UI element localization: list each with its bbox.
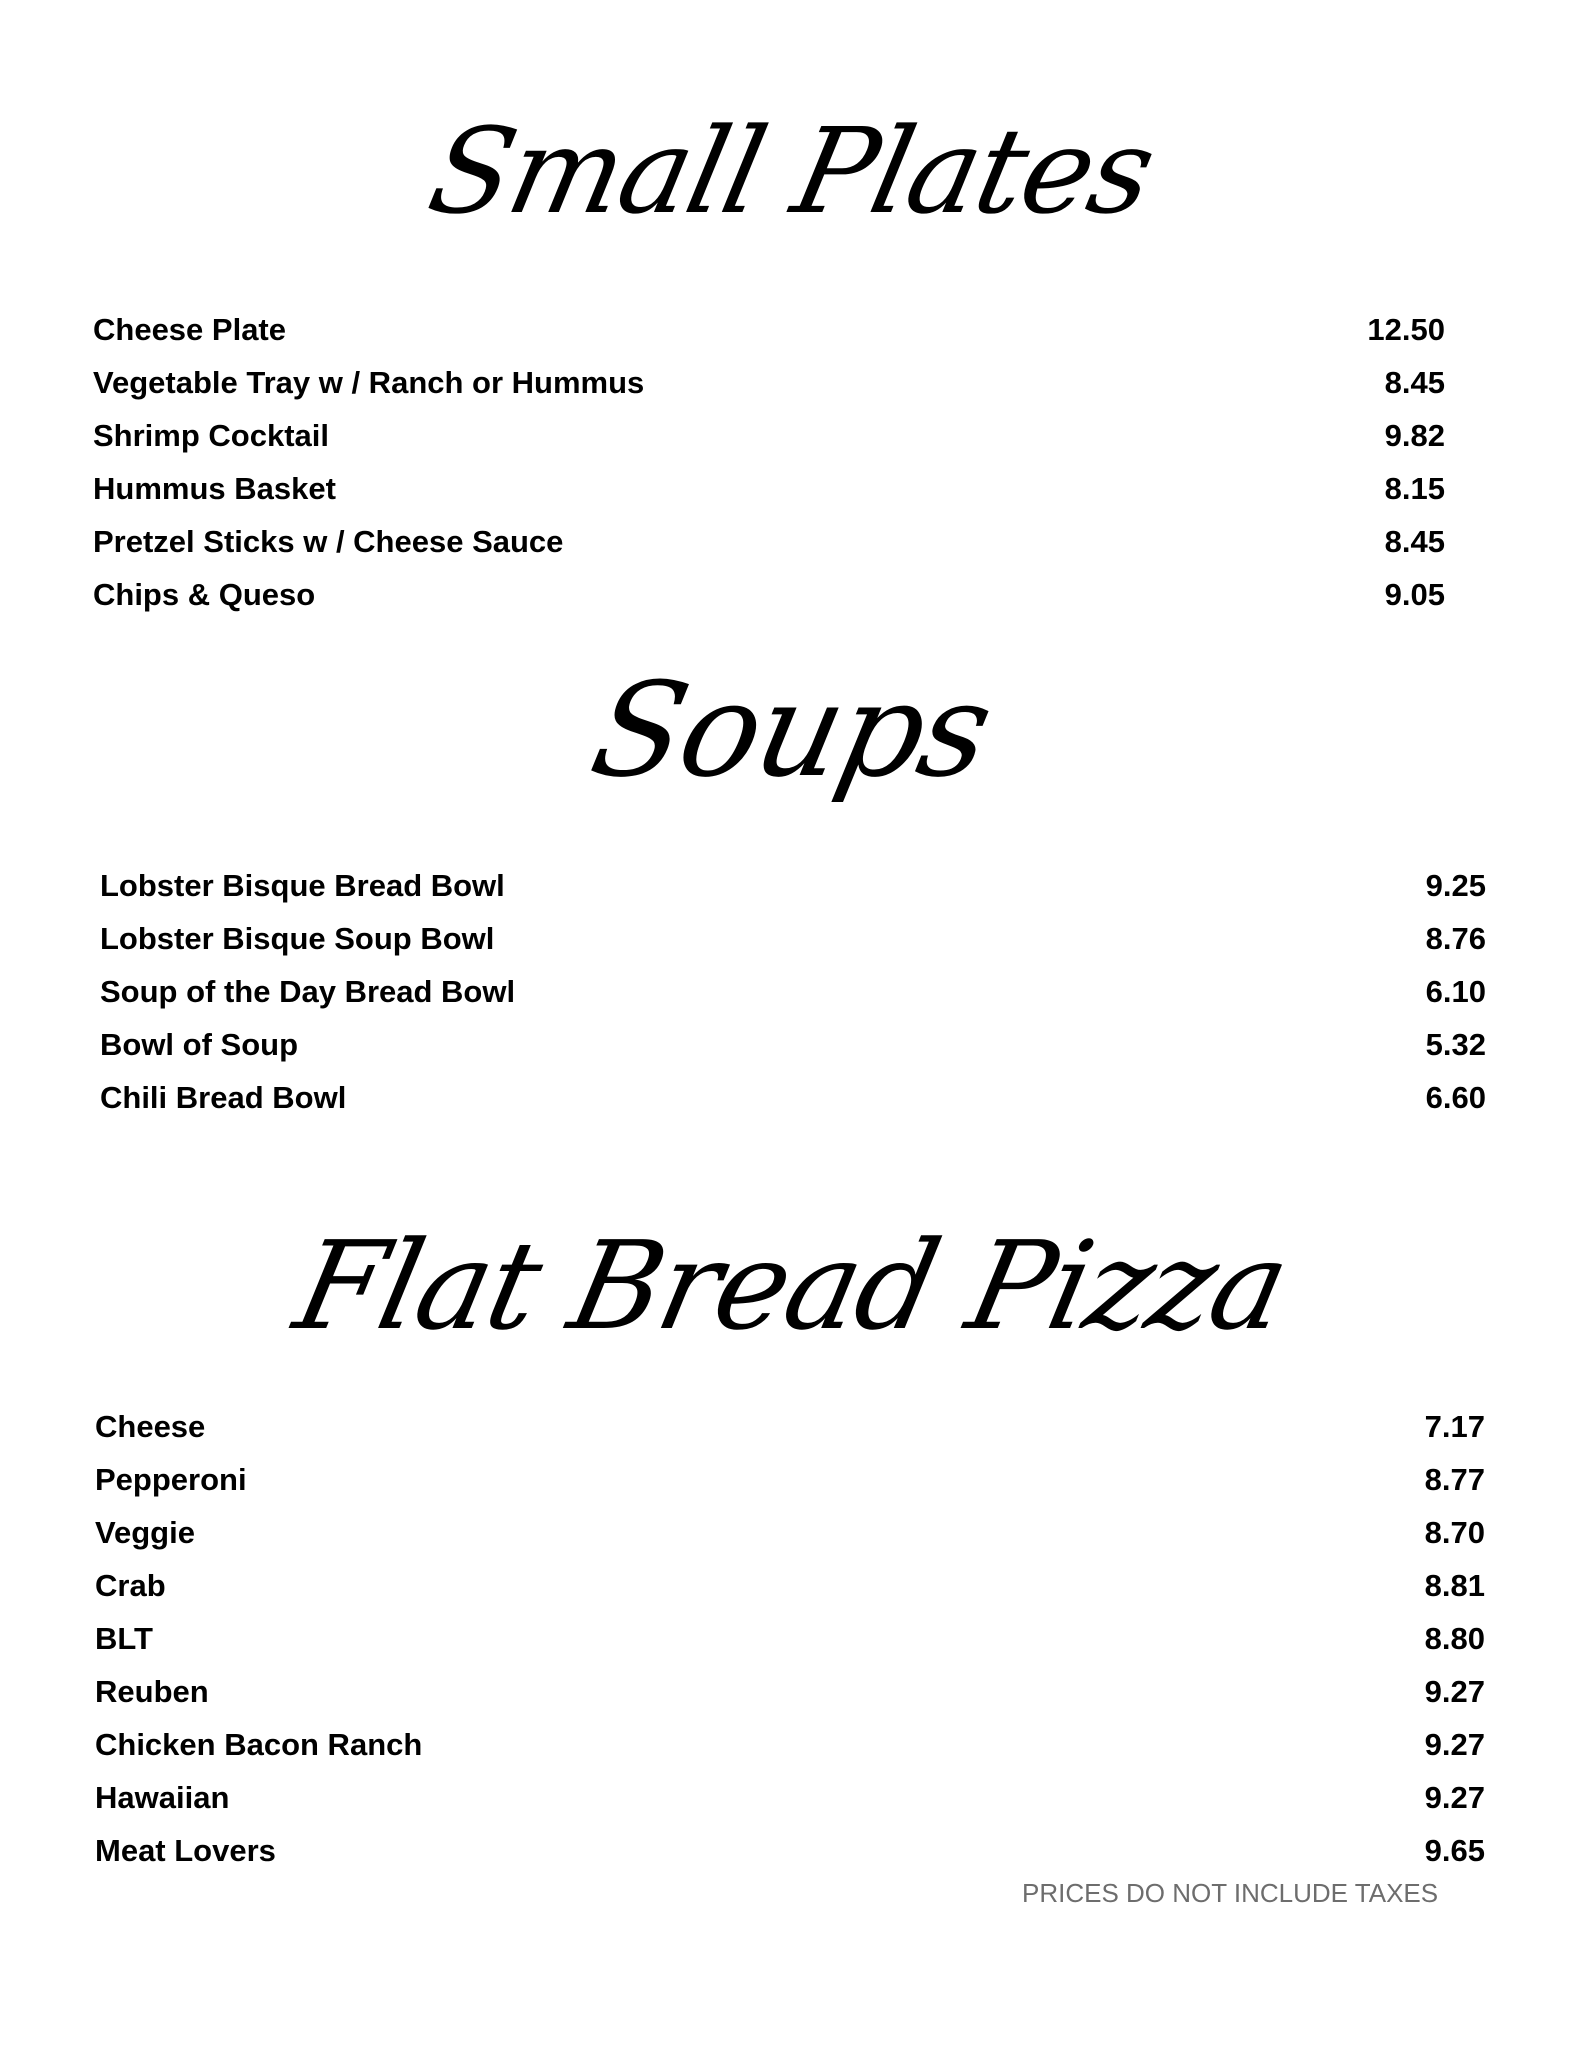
menu-item	[100, 912, 1486, 965]
item-price: 8.45	[1384, 365, 1445, 400]
item-price: 9.27	[1424, 1674, 1485, 1709]
item-name: Chips & Queso	[93, 577, 316, 612]
menu-item	[95, 1718, 1485, 1771]
item-price: 9.25	[1425, 868, 1486, 903]
item-name: Reuben	[95, 1674, 209, 1709]
item-name: Veggie	[95, 1515, 195, 1550]
item-price: 9.82	[1384, 418, 1445, 453]
menu-item	[95, 1824, 1485, 1877]
item-price: 5.32	[1425, 1027, 1486, 1062]
item-name: Chicken Bacon Ranch	[95, 1727, 423, 1762]
item-name: Shrimp Cocktail	[93, 418, 329, 453]
menu-item	[95, 1400, 1485, 1453]
item-name: Lobster Bisque Soup Bowl	[100, 921, 495, 956]
menu-item	[93, 303, 1445, 356]
section-title-soups: Soups	[579, 654, 1004, 806]
item-name: Pepperoni	[95, 1462, 247, 1497]
menu-item	[93, 356, 1445, 409]
item-price: 8.77	[1424, 1462, 1485, 1497]
item-price: 9.65	[1424, 1833, 1485, 1868]
menu-item	[100, 859, 1486, 912]
item-name: Chili Bread Bowl	[100, 1080, 347, 1115]
soups-list	[100, 859, 1486, 1124]
item-name: Pretzel Sticks w / Cheese Sauce	[93, 524, 564, 559]
item-price: 7.17	[1424, 1409, 1485, 1444]
item-price: 8.81	[1424, 1568, 1485, 1603]
item-name: Meat Lovers	[95, 1833, 276, 1868]
item-price: 8.15	[1384, 471, 1445, 506]
tax-footnote: PRICES DO NOT INCLUDE TAXES	[1022, 1878, 1439, 1908]
menu-item	[93, 568, 1445, 621]
item-name: Hummus Basket	[93, 471, 336, 506]
menu-item	[100, 965, 1486, 1018]
item-price: 12.50	[1367, 312, 1445, 347]
menu-item	[95, 1506, 1485, 1559]
item-name: Bowl of Soup	[100, 1027, 299, 1062]
item-price: 8.76	[1425, 921, 1486, 956]
menu-item	[100, 1071, 1486, 1124]
item-price: 9.05	[1384, 577, 1445, 612]
item-price: 8.45	[1384, 524, 1445, 559]
flat-bread-pizza-list	[95, 1400, 1485, 1877]
item-price: 9.27	[1424, 1727, 1485, 1762]
item-price: 8.80	[1424, 1621, 1485, 1656]
section-title-flat-bread-pizza: Flat Bread Pizza	[284, 1215, 1299, 1357]
item-name: Soup of the Day Bread Bowl	[100, 974, 516, 1009]
small-plates-list	[93, 303, 1445, 621]
menu-item	[95, 1559, 1485, 1612]
menu-item	[95, 1612, 1485, 1665]
item-name: BLT	[95, 1621, 153, 1656]
menu-item	[93, 409, 1445, 462]
menu-item	[95, 1771, 1485, 1824]
item-price: 8.70	[1424, 1515, 1485, 1550]
item-name: Crab	[95, 1568, 166, 1603]
menu-item	[93, 515, 1445, 568]
item-price: 9.27	[1424, 1780, 1485, 1815]
item-name: Cheese Plate	[93, 312, 286, 347]
item-name: Cheese	[95, 1409, 206, 1444]
item-price: 6.60	[1425, 1080, 1486, 1115]
menu-item	[100, 1018, 1486, 1071]
section-title-small-plates: Small Plates	[418, 102, 1165, 240]
item-name: Lobster Bisque Bread Bowl	[100, 868, 505, 903]
item-name: Vegetable Tray w / Ranch or Hummus	[93, 365, 645, 400]
menu-item	[95, 1453, 1485, 1506]
menu-item	[95, 1665, 1485, 1718]
item-price: 6.10	[1425, 974, 1486, 1009]
menu-item	[93, 462, 1445, 515]
item-name: Hawaiian	[95, 1780, 230, 1815]
